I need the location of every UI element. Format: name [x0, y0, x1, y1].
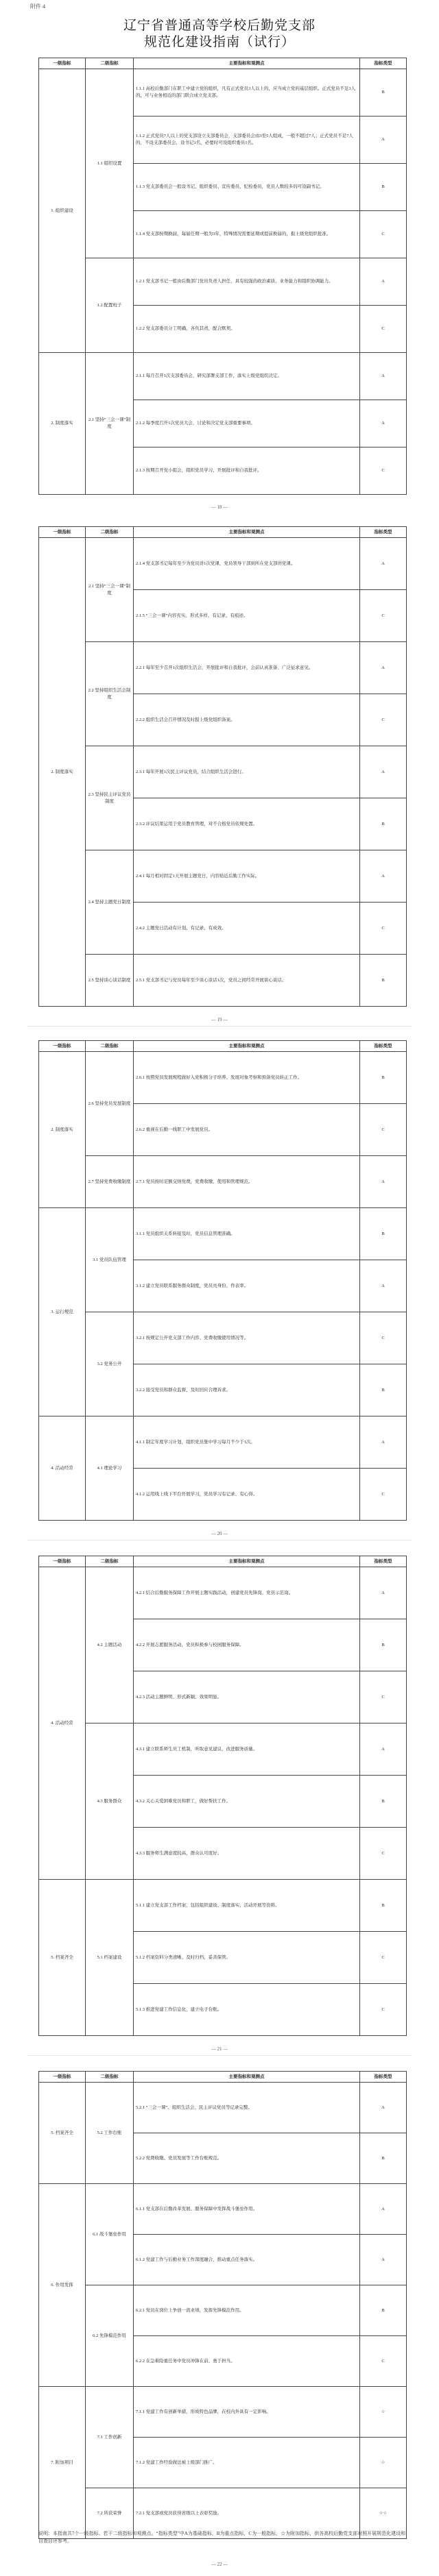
second-level-indicator: 5.2 工作台账	[86, 2083, 134, 2184]
table-row	[39, 1880, 407, 1932]
observation-point: 2.6.1 按照党员发展规程做好入党积极分子培养、发展对象考察和预备党员转正工作。	[134, 1052, 360, 1104]
table-header-row	[39, 2072, 407, 2083]
document-title: 辽宁省普通高等学校后勤党支部	[123, 19, 316, 33]
first-level-header: 一级指标	[39, 58, 86, 69]
page-number: — 22 —	[211, 2562, 228, 2567]
first-level-indicator: 7. 附加项目	[39, 2387, 86, 2539]
indicator-type: B	[360, 1052, 407, 1104]
page-number: — 21 —	[211, 2046, 228, 2052]
observation-point: 4.2.3 活动主题鲜明、形式新颖、效果明显。	[134, 1671, 360, 1724]
table-row	[39, 850, 407, 903]
indicator-type: A	[360, 538, 407, 590]
observation-point: 5.1.3 推进党建工作信息化，建立电子台账。	[134, 1984, 360, 2036]
type-header: 指标类型	[360, 58, 407, 69]
observation-point: 2.2.1 每年至少召开1次组织生活会，开展批评和自我批评，会前认真准备、广泛征求意见。	[134, 642, 360, 694]
indicator-type: A	[360, 746, 407, 798]
indicator-table	[38, 1556, 407, 2036]
indicator-type: ☆☆	[360, 2488, 407, 2539]
table-row	[39, 353, 407, 400]
indicator-type: B	[360, 1208, 407, 1260]
observation-point: 5.1.1 建立党支部工作档案，包括组织建设、制度落实、活动开展等资料。	[134, 1880, 360, 1932]
type-header: 指标类型	[360, 2072, 407, 2083]
observation-point: 4.3.2 关心关爱困难党员和职工，做好帮扶工作。	[134, 1776, 360, 1828]
indicator-type: A	[360, 2184, 407, 2235]
observation-point: 4.3.3 服务师生满意度较高，群众认可度好。	[134, 1828, 360, 1880]
observation-point: 2.4.2 主题党日活动有计划、有记录、有成效。	[134, 903, 360, 955]
second-level-indicator: 7.2 所获荣誉	[86, 2488, 134, 2539]
table-header-row	[39, 1041, 407, 1052]
table-row	[39, 1567, 407, 1619]
table-row	[39, 1208, 407, 1260]
indicator-type: ☆	[360, 2438, 407, 2488]
indicator-type: A	[360, 2083, 407, 2133]
observation-point: 1.1.3 党支部委员会一般设书记、组织委员、宣传委员、纪检委员，党员人数较多的可设副书记。	[134, 164, 360, 211]
document-page	[0, 1542, 439, 2056]
indicator-type: A	[360, 1156, 407, 1208]
table-row	[39, 2184, 407, 2235]
first-level-indicator: 5. 档案齐全	[39, 1880, 86, 2036]
indicator-table	[38, 2071, 407, 2539]
observation-header: 主要指标和观测点	[134, 2072, 360, 2083]
second-level-indicator: 5.1 档案建设	[86, 1880, 134, 2036]
indicator-type: A	[360, 116, 407, 164]
indicator-type: B	[360, 955, 407, 1007]
second-level-indicator: 2.5 坚持谈心谈话制度	[86, 955, 134, 1007]
second-level-indicator: 7.1 工作创新	[86, 2387, 134, 2488]
table-row	[39, 69, 407, 116]
observation-point: 6.2.1 党员在岗位上争创一流业绩，发挥先锋模范作用。	[134, 2285, 360, 2336]
first-level-header: 一级指标	[39, 2072, 86, 2083]
second-level-header: 二级指标	[86, 2072, 134, 2083]
observation-point: 6.1.2 党建工作与后勤业务工作深度融合，推动重点任务落实。	[134, 2235, 360, 2285]
indicator-type: C	[360, 2336, 407, 2387]
indicator-type: A	[360, 400, 407, 447]
table-row	[39, 538, 407, 590]
indicator-type: C	[360, 1828, 407, 1880]
page-separator	[27, 2055, 412, 2056]
observation-point: 7.2.1 党支部或党员获得省级以上表彰奖励。	[134, 2488, 360, 2539]
document-page	[0, 1027, 439, 1541]
table-row	[39, 1312, 407, 1364]
second-level-indicator: 2.1 坚持“三会一课”制度	[86, 538, 134, 642]
second-level-indicator: 3.1 党员队伍管理	[86, 1208, 134, 1312]
second-level-indicator: 1.1 组织设置	[86, 69, 134, 258]
observation-point: 4.3.1 建立联系师生员工机制，听取意见建议，改进服务质量。	[134, 1724, 360, 1776]
indicator-type: ☆	[360, 2387, 407, 2438]
indicator-type: A	[360, 353, 407, 400]
observation-point: 4.2.1 结合后勤服务保障工作开展主题实践活动，创建党员先锋岗、党员示范岗。	[134, 1567, 360, 1619]
observation-point: 1.2.2 党支部委员分工明确，各负其责，配合默契。	[134, 306, 360, 353]
observation-point: 2.2.2 组织生活会召开情况及时报上级党组织备案。	[134, 694, 360, 746]
second-level-indicator: 2.6 坚持党员发展制度	[86, 1052, 134, 1156]
observation-point: 2.1.1 每月召开1次支部委员会，研究部署支部工作，落实上级党组织决定。	[134, 353, 360, 400]
page-separator	[27, 1540, 412, 1541]
indicator-type: A	[360, 850, 407, 903]
observation-header: 主要指标和观测点	[134, 1556, 360, 1567]
page-number: — 19 —	[211, 1017, 228, 1022]
indicator-type: A	[360, 1416, 407, 1469]
observation-point: 7.1.2 党建工作经验做法被上级部门推广。	[134, 2438, 360, 2488]
observation-point: 5.1.2 档案资料分类清晰、及时归档、妥善保管。	[134, 1932, 360, 1984]
observation-point: 2.1.4 党支部书记每年至少为党员讲1次党课，党员领导干部到所在党支部讲党课。	[134, 538, 360, 590]
observation-point: 4.2.2 开展志愿服务活动，党员积极参与校园服务保障。	[134, 1619, 360, 1671]
second-level-indicator: 4.1 理论学习	[86, 1416, 134, 1521]
indicator-type: B	[360, 164, 407, 211]
observation-point: 1.1.2 正式党员7人以上的党支部设立支部委员会，支部委员会由3至5人组成，一般不超过7人；正式党员不足7人的，不设支部委员会，设书记1名，必要时可设组织委员1名。	[134, 116, 360, 164]
table-row	[39, 955, 407, 1007]
observation-header: 主要指标和观测点	[134, 527, 360, 538]
observation-point: 3.1.2 建立党员联系服务群众制度，党员亮身份、作表率。	[134, 1260, 360, 1312]
first-level-header: 一级指标	[39, 527, 86, 538]
indicator-type: C	[360, 1932, 407, 1984]
page-number: — 18 —	[211, 504, 228, 510]
indicator-type: C	[360, 1104, 407, 1156]
second-level-indicator: 2.1 坚持“三会一课”制度	[86, 353, 134, 495]
indicator-type: C	[360, 211, 407, 258]
document-page	[0, 0, 439, 514]
table-row	[39, 258, 407, 306]
observation-point: 1.2.1 党支部书记一般由后勤部门党员负责人担任，具有较强的政治素质、业务能力和组织协调能力。	[134, 258, 360, 306]
second-level-indicator: 2.4 坚持主题党日制度	[86, 850, 134, 955]
observation-point: 6.1.1 党支部在后勤改革发展、服务保障中发挥战斗堡垒作用。	[134, 2184, 360, 2235]
indicator-type: C	[360, 447, 407, 495]
first-level-indicator: 6. 作用发挥	[39, 2184, 86, 2387]
indicator-type: A	[360, 258, 407, 306]
observation-point: 3.2.1 按规定公开党支部工作内容、党费收缴使用情况等。	[134, 1312, 360, 1364]
attachment-label: 附件 4	[30, 3, 45, 10]
observation-point: 1.1.1 高校后勤部门在职工中建立党的组织，凡有正式党员3人以上的，应当成立党的基层组织。正式党员不足3人的，可与业务相近的部门联合成立党支部。	[134, 69, 360, 116]
type-header: 指标类型	[360, 1556, 407, 1567]
first-level-indicator: 1. 组织建设	[39, 69, 86, 353]
indicator-type: C	[360, 903, 407, 955]
indicator-type: C	[360, 590, 407, 642]
second-level-indicator: 2.3 坚持民主评议党员制度	[86, 746, 134, 850]
document-page	[0, 513, 439, 1027]
indicator-type: A	[360, 1567, 407, 1619]
indicator-type: A	[360, 1724, 407, 1776]
table-row	[39, 2083, 407, 2133]
observation-header: 主要指标和观测点	[134, 1041, 360, 1052]
document-page	[0, 2057, 439, 2571]
first-level-indicator: 2. 制度落实	[39, 353, 86, 495]
indicator-type: B	[360, 69, 407, 116]
indicator-type: A	[360, 2235, 407, 2285]
indicator-type: C	[360, 1671, 407, 1724]
first-level-indicator: 4. 活动经常	[39, 1416, 86, 1521]
observation-point: 2.3.2 评议结果运用于党员教育管理，对不合格党员依规处置。	[134, 798, 360, 850]
indicator-type: B	[360, 2285, 407, 2336]
second-level-header: 二级指标	[86, 1041, 134, 1052]
indicator-type: B	[360, 1880, 407, 1932]
indicator-table	[38, 58, 407, 495]
table-header-row	[39, 1556, 407, 1567]
second-level-indicator: 6.2 先锋模范作用	[86, 2285, 134, 2387]
second-level-indicator: 4.3 服务群众	[86, 1724, 134, 1880]
observation-point: 2.1.2 每季度召开1次党员大会，讨论和决定党支部重要事项。	[134, 400, 360, 447]
indicator-type: B	[360, 798, 407, 850]
observation-point: 1.1.4 党支部按期换届，每届任期一般为3年，特殊情况需要延期或提前换届的，报上级党组织批准。	[134, 211, 360, 258]
table-row	[39, 1052, 407, 1104]
observation-point: 2.3.1 每年开展1次民主评议党员，结合组织生活会进行。	[134, 746, 360, 798]
observation-point: 7.1.1 党建工作有创新举措，形成特色品牌，在校内外具有一定影响。	[134, 2387, 360, 2438]
table-header-row	[39, 58, 407, 69]
first-level-indicator: 2. 制度落实	[39, 538, 86, 1007]
observation-point: 2.7.1 党员按时足额交纳党费，党费收缴、使用和管理规范。	[134, 1156, 360, 1208]
indicator-type: B	[360, 1619, 407, 1671]
observation-point: 4.1.2 运用线上线下平台开展学习，党员学习有记录、有心得。	[134, 1469, 360, 1521]
indicator-type: A	[360, 642, 407, 694]
indicator-type: C	[360, 694, 407, 746]
indicator-table	[38, 1040, 407, 1521]
table-row	[39, 1724, 407, 1776]
table-row	[39, 2387, 407, 2438]
second-level-indicator: 2.7 坚持党费收缴制度	[86, 1156, 134, 1208]
table-row	[39, 642, 407, 694]
observation-point: 5.2.1 “三会一课”、组织生活会、民主评议党员等记录完整。	[134, 2083, 360, 2133]
table-row	[39, 746, 407, 798]
indicator-type: B	[360, 2133, 407, 2184]
indicator-type: C	[360, 1984, 407, 2036]
observation-point: 3.1.1 党员组织关系转接及时，党员信息管理准确。	[134, 1208, 360, 1260]
table-header-row	[39, 527, 407, 538]
observation-point: 3.2.2 接受党员和群众监督，及时回应合理诉求。	[134, 1364, 360, 1416]
first-level-header: 一级指标	[39, 1041, 86, 1052]
observation-point: 2.4.1 每月相对固定1天开展主题党日，内容贴近后勤工作实际。	[134, 850, 360, 903]
first-level-indicator: 2. 制度落实	[39, 1052, 86, 1208]
observation-header: 主要指标和观测点	[134, 58, 360, 69]
observation-point: 5.2.2 党费收缴、党员发展等工作台账规范。	[134, 2133, 360, 2184]
observation-point: 2.1.3 按期召开党小组会，组织党员学习、开展批评和自我批评。	[134, 447, 360, 495]
indicator-table	[38, 526, 407, 1007]
footnote-text: 说明：本指南共7个一级指标、若干二级指标和观测点。“指标类型”中A为基础指标，B为重点指标，C为一般指标，☆为附加指标，供各高校后勤党支部对照开展规范化建设和自查自评参考。	[38, 2531, 406, 2544]
indicator-type: B	[360, 1776, 407, 1828]
indicator-type: B	[360, 1364, 407, 1416]
type-header: 指标类型	[360, 1041, 407, 1052]
table-row	[39, 1156, 407, 1208]
first-level-indicator: 5. 档案齐全	[39, 2083, 86, 2184]
table-row	[39, 2285, 407, 2336]
table-row	[39, 1416, 407, 1469]
document-subtitle: 规范化建设指南（试行）	[143, 35, 295, 49]
type-header: 指标类型	[360, 527, 407, 538]
second-level-indicator: 1.2 配置班子	[86, 258, 134, 353]
first-level-header: 一级指标	[39, 1556, 86, 1567]
second-level-header: 二级指标	[86, 58, 134, 69]
second-level-indicator: 2.2 坚持组织生活会制度	[86, 642, 134, 746]
first-level-indicator: 4. 活动经常	[39, 1567, 86, 1880]
second-level-indicator: 4.2 主题活动	[86, 1567, 134, 1724]
second-level-indicator: 3.2 党务公开	[86, 1312, 134, 1416]
indicator-type: C	[360, 306, 407, 353]
observation-point: 6.2.2 在急难险重任务中党员冲锋在前、勇于担当。	[134, 2336, 360, 2387]
observation-point: 2.5.1 党支部书记与党员每年至少谈心谈话1次，党员之间经常开展谈心谈话。	[134, 955, 360, 1007]
second-level-header: 二级指标	[86, 527, 134, 538]
indicator-type: C	[360, 1469, 407, 1521]
second-level-header: 二级指标	[86, 1556, 134, 1567]
page-number: — 20 —	[211, 1531, 228, 1536]
observation-point: 2.1.5 “三会一课”内容充实、形式多样，有记录、有痕迹。	[134, 590, 360, 642]
observation-point: 2.6.2 重视在后勤一线职工中发展党员。	[134, 1104, 360, 1156]
first-level-indicator: 3. 运行规范	[39, 1208, 86, 1416]
second-level-indicator: 6.1 战斗堡垒作用	[86, 2184, 134, 2285]
indicator-type: A	[360, 1260, 407, 1312]
observation-point: 4.1.1 制定年度学习计划，组织党员集中学习每月不少于1次。	[134, 1416, 360, 1469]
indicator-type: C	[360, 1312, 407, 1364]
